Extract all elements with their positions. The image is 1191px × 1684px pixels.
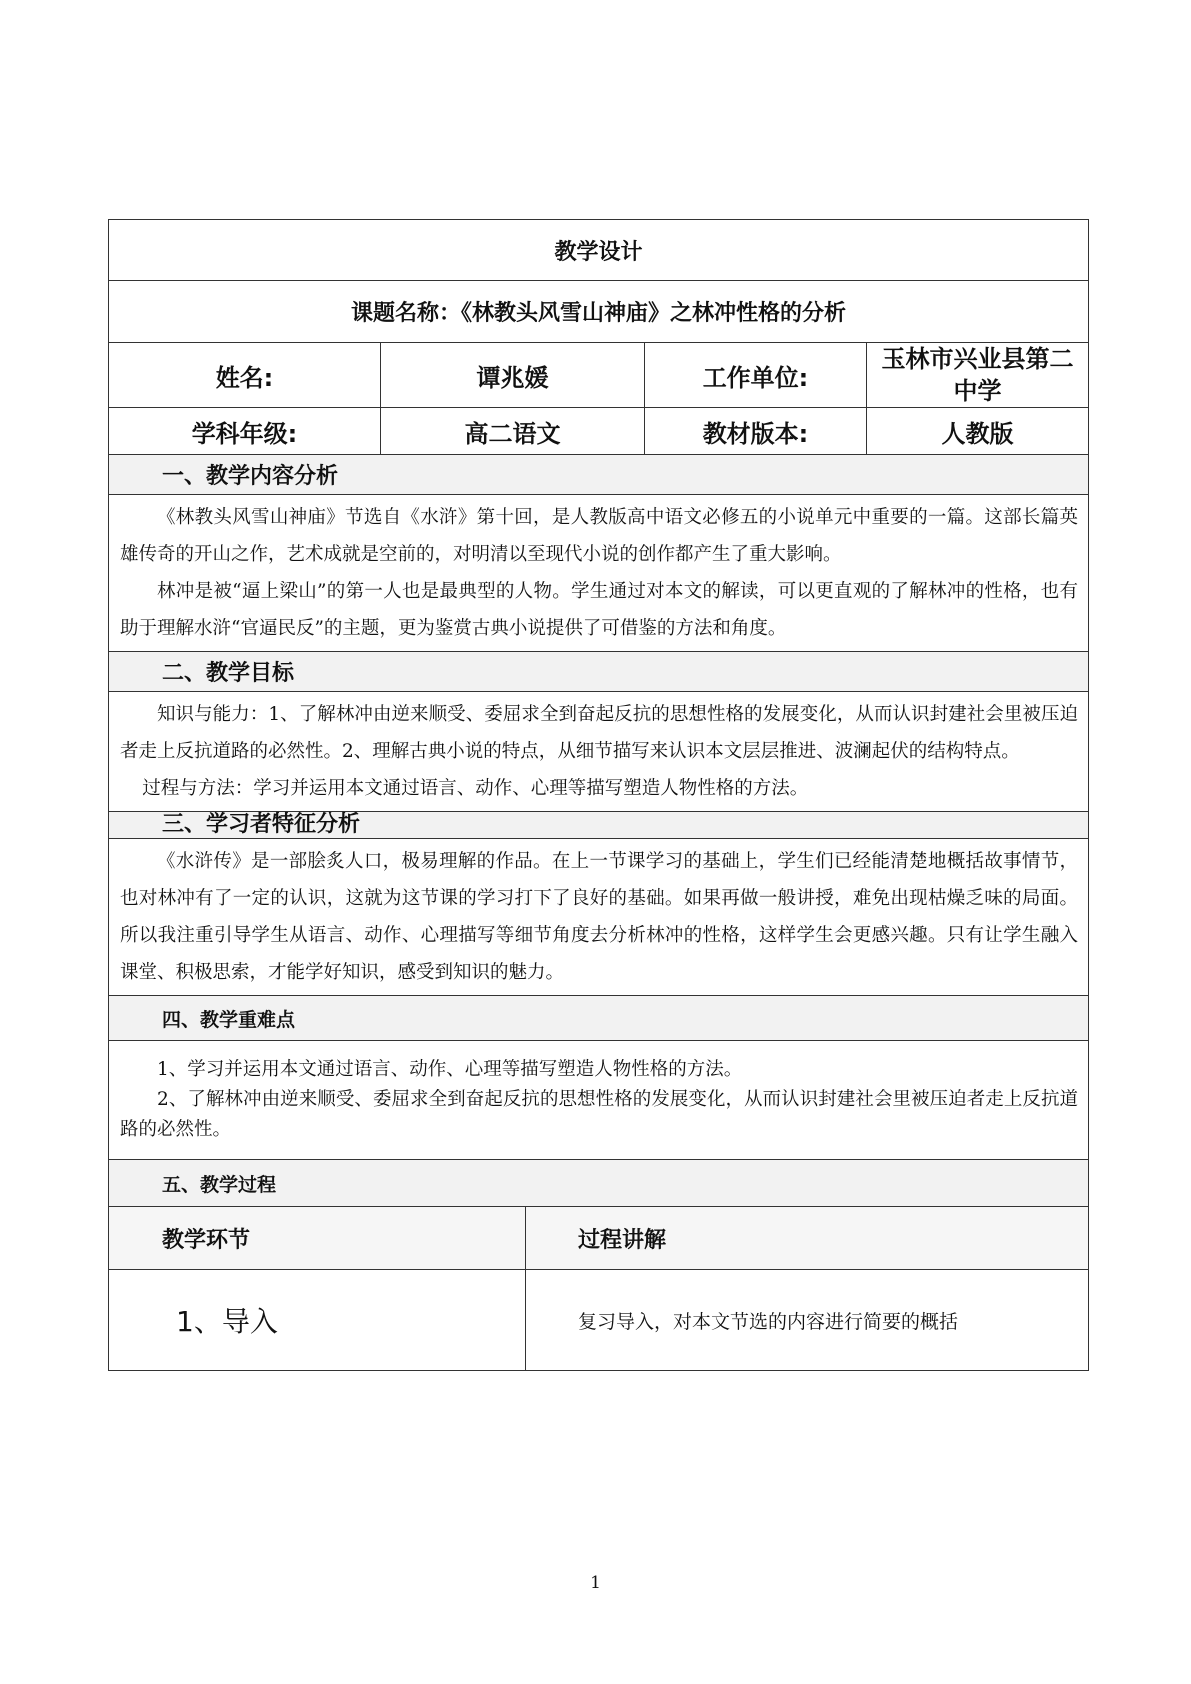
- process-table-header: [109, 1207, 1089, 1270]
- section-heading-objectives: 二、教学目标: [109, 652, 1089, 692]
- unit-value: 玉林市兴业县第二中学: [867, 343, 1089, 408]
- content-analysis-paragraph-1: 《林教头风雪山神庙》节选自《水浒》第十回，是人教版高中语文必修五的小说单元中重要的一篇。这部长篇英雄传奇的开山之作，艺术成就是空前的，对明清以至现代小说的创作都产生了重大影响。: [120, 507, 1079, 565]
- key-points-paragraph-2: 2、了解林冲由逆来顺受、委屈求全到奋起反抗的思想性格的发展变化，从而认识封建社会里被压迫者走上反抗道路的必然性。: [120, 1089, 1079, 1140]
- lesson-plan-document: [108, 219, 1088, 1371]
- document-title: 教学设计: [109, 220, 1089, 281]
- section-body-key-points: [109, 1041, 1089, 1160]
- section-heading-learners: 三、学习者特征分析: [109, 812, 1089, 839]
- learners-paragraph-1: 《水浒传》是一部脍炙人口，极易理解的作品。在上一节课学习的基础上，学生们已经能清楚地概括故事情节，也对林冲有了一定的认识，这就为这节课的学习打下了良好的基础。如果再做一般讲授，难免出现枯燥乏味的局面。所以我注重引导学生从语言、动作、心理描写等细节角度去分析林冲的性格，这样学生会更感兴趣。只有让学生融入课堂、积极思索，才能学好知识，感受到知识的魅力。: [120, 851, 1079, 983]
- edition-value: 人教版: [867, 408, 1089, 455]
- section-heading-process: 五、教学过程: [109, 1160, 1089, 1207]
- key-points-paragraph-1: 1、学习并运用本文通过语言、动作、心理等描写塑造人物性格的方法。: [157, 1059, 743, 1080]
- grade-value: 高二语文: [381, 408, 645, 455]
- section-body-objectives: [109, 692, 1089, 812]
- objectives-paragraph-1: 知识与能力：1、了解林冲由逆来顺受、委屈求全到奋起反抗的思想性格的发展变化，从而认识封建社会里被压迫者走上反抗道路的必然性。2、理解古典小说的特点，从细节描写来认识本文层层推进、波澜起伏的结构特点。: [120, 704, 1079, 762]
- edition-label: 教材版本:: [645, 408, 867, 455]
- topic-title: 课题名称：《林教头风雪山神庙》之林冲性格的分析: [109, 281, 1089, 343]
- section-body-learners: [109, 839, 1089, 996]
- name-value: 谭兆媛: [381, 343, 645, 408]
- process-table: [108, 1207, 1089, 1371]
- table-row: [109, 1270, 1089, 1371]
- grade-label: 学科年级:: [109, 408, 381, 455]
- section-heading-key-points: 四、教学重难点: [109, 996, 1089, 1041]
- name-label: 姓名:: [109, 343, 381, 408]
- process-column-detail: 过程讲解: [526, 1207, 1089, 1270]
- page-number: 1: [590, 1573, 601, 1593]
- section-body-content-analysis: [109, 495, 1089, 652]
- lesson-plan-table: [108, 219, 1089, 1207]
- process-stage-cell: 1、导入: [109, 1270, 526, 1371]
- process-column-stage: 教学环节: [109, 1207, 526, 1270]
- objectives-paragraph-2: 过程与方法：学习并运用本文通过语言、动作、心理等描写塑造人物性格的方法。: [142, 778, 809, 799]
- content-analysis-paragraph-2: 林冲是被“逼上梁山”的第一人也是最典型的人物。学生通过对本文的解读，可以更直观的了解林冲的性格，也有助于理解水浒“官逼民反”的主题，更为鉴赏古典小说提供了可借鉴的方法和角度。: [120, 581, 1079, 639]
- unit-label: 工作单位:: [645, 343, 867, 408]
- section-heading-content-analysis: 一、教学内容分析: [109, 455, 1089, 495]
- process-detail-cell: 复习导入，对本文节选的内容进行简要的概括: [526, 1270, 1089, 1371]
